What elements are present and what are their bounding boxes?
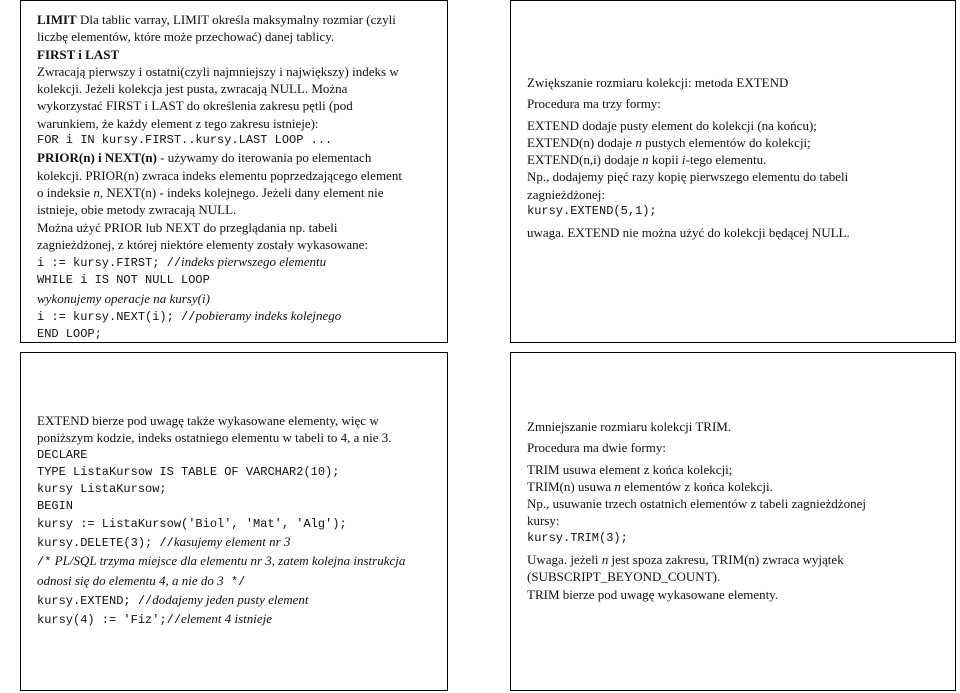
code-line — [37, 307, 437, 326]
note-line — [527, 551, 945, 568]
code-text: kursy(4) := 'Fiz';// — [37, 613, 182, 628]
code-comment: PL/SQL trzyma miejsce dla elementu nr 3, zatem kolejna instrukcja — [51, 553, 406, 569]
priornext-text-line: istnieje, obie metody zwracają NULL. — [37, 202, 237, 218]
italic-i: i — [681, 152, 686, 168]
priornext-title-rest: - używamy do iterowania po elementach — [156, 150, 372, 166]
text-line: poniższym kodzie, indeks ostatniego elementu w tabeli to 4, a nie 3. — [37, 430, 392, 446]
slide-title — [527, 418, 945, 435]
code-line: BEGIN — [37, 499, 74, 514]
text-line: Np., usuwanie trzech ostatnich elementów z tabeli zagnieżdżonej — [527, 496, 866, 512]
code-text: kursy.DELETE(3); // — [37, 536, 174, 551]
code-comment: odnosi się do elementu 4, a nie do 3 — [37, 572, 224, 588]
limit-title: LIMIT — [37, 12, 77, 27]
firstlast-text-line: warunkiem, że każdy element z tego zakresu istnieje): — [37, 115, 319, 131]
text-line: EXTEND dodaje pusty element do kolekcji (na końcu); — [527, 117, 817, 133]
italic-n: n — [635, 134, 642, 150]
note-line: uwaga. EXTEND nie można użyć do kolekcji będącej NULL. — [527, 225, 850, 241]
slide-content — [527, 418, 945, 603]
code-line — [37, 533, 437, 552]
text-span: kopii — [648, 152, 682, 168]
text-line — [527, 478, 945, 495]
slide-content — [37, 11, 437, 344]
code-line: kursy.EXTEND(5,1); — [527, 204, 657, 219]
text-line: Procedura ma dwie formy: — [527, 440, 666, 456]
slide-title — [527, 74, 945, 91]
slide-extend — [510, 0, 956, 343]
limit-text-line: liczbę elementów, które może przechować) danej tablicy. — [37, 29, 335, 45]
limit-paragraph — [37, 11, 437, 28]
title-text: Zmniejszanie rozmiaru kolekcji — [527, 419, 696, 434]
text-line — [527, 134, 945, 151]
firstlast-text-line: wykorzystać FIRST i LAST do określenia zakresu pętli (pod — [37, 98, 353, 114]
note-line: TRIM bierze pod uwagę wykasowane elementy. — [527, 586, 779, 602]
code-text: /* — [37, 555, 52, 570]
slide-trim — [510, 352, 956, 691]
firstlast-text-line: kolekcji. Jeżeli kolekcja jest pusta, zwracają NULL. Można — [37, 81, 348, 97]
priornext-text-line: kolekcji. PRIOR(n) zwraca indeks elementu poprzedzającego element — [37, 167, 402, 183]
priornext-text-line — [37, 184, 437, 201]
text-span: EXTEND(n,i) dodaje — [527, 152, 643, 168]
text-span: -tego elementu. — [685, 152, 767, 168]
code-text: i := kursy.NEXT(i); // — [37, 310, 196, 325]
priornext-text-line: Można użyć PRIOR lub NEXT do przeglądania np. tabeli — [37, 219, 338, 235]
text-span: EXTEND(n) dodaje — [527, 134, 636, 150]
code-comment: dodajemy jeden pusty element — [152, 591, 309, 607]
priornext-text-line: zagnieżdżonej, z której niektóre elementy zostały wykasowane: — [37, 236, 369, 252]
text-span: jest spoza zakresu, TRIM(n) zwraca wyjątek — [608, 552, 844, 568]
limit-text: Dla tablic varray, LIMIT określa maksymalny rozmiar (czyli — [76, 12, 396, 27]
code-comment: pobieramy indeks kolejnego — [195, 308, 342, 324]
text-line: EXTEND bierze pod uwagę także wykasowane elementy, więc w — [37, 413, 379, 428]
code-text: kursy.EXTEND; // — [37, 593, 153, 608]
text-line: TRIM usuwa element z końca kolekcji; — [527, 461, 733, 477]
code-line — [37, 572, 437, 591]
priornext-title: PRIOR(n) i NEXT(n) — [37, 150, 157, 166]
text-line: Procedura ma trzy formy: — [527, 96, 661, 112]
code-comment: indeks pierwszego elementu — [181, 254, 327, 270]
slide-content — [527, 74, 945, 242]
code-line — [37, 610, 437, 629]
text-line: kursy: — [527, 513, 560, 529]
code-line — [37, 552, 437, 571]
slide-extend-deleted — [20, 352, 448, 691]
text-span: elementów z końca kolekcji. — [620, 478, 773, 494]
code-comment-line: wykonujemy operacje na kursy(i) — [37, 290, 210, 306]
code-line: kursy.TRIM(3); — [527, 530, 628, 545]
title-text: . — [727, 419, 732, 434]
firstlast-code: FOR i IN kursy.FIRST..kursy.LAST LOOP ... — [37, 133, 333, 148]
slide-limit-first-last-prior-next — [20, 0, 448, 343]
code-line: WHILE i IS NOT NULL LOOP — [37, 273, 210, 288]
code-line: END LOOP; — [37, 327, 102, 342]
text-line: Np., dodajemy pięć razy kopię pierwszego elementu do tabeli — [527, 169, 849, 185]
code-comment: kasujemy element nr 3 — [173, 534, 291, 550]
code-line: DECLARE — [37, 447, 88, 462]
firstlast-text-line: Zwracają pierwszy i ostatni(czyli najmniejszy i największy) indeks w — [37, 63, 399, 79]
italic-n: n — [614, 478, 621, 494]
code-line — [37, 591, 437, 610]
code-comment: element 4 istnieje — [181, 611, 272, 627]
firstlast-title: FIRST i LAST — [37, 46, 120, 62]
text-span: pustych elementów do kolekcji; — [641, 134, 811, 150]
italic-n: n — [601, 552, 609, 568]
code-text: i := kursy.FIRST; // — [37, 256, 182, 271]
text-line — [527, 151, 945, 168]
note-line: (SUBSCRIPT_BEYOND_COUNT). — [527, 569, 721, 585]
text-span: Uwaga. jeżeli — [527, 552, 602, 568]
priornext-paragraph — [37, 149, 437, 166]
text-span: , NEXT(n) - indeks kolejnego. Jeżeli dany element nie — [99, 184, 384, 200]
title-keyword: EXTEND — [736, 75, 789, 90]
text-span: TRIM(n) usuwa — [527, 478, 615, 494]
code-line — [37, 253, 437, 272]
code-line: kursy := ListaKursow('Biol', 'Mat', 'Alg'); — [37, 516, 347, 531]
code-line: kursy ListaKursow; — [37, 482, 167, 497]
title-text: Zwiększanie rozmiaru kolekcji: metoda — [527, 75, 737, 90]
italic-n: n — [93, 184, 100, 200]
text-span: o indeksie — [37, 184, 94, 200]
code-text: */ — [223, 574, 246, 589]
italic-n: n — [642, 152, 649, 168]
slide-content — [37, 412, 437, 630]
title-keyword: TRIM — [695, 419, 728, 434]
code-line: TYPE ListaKursow IS TABLE OF VARCHAR2(10); — [37, 464, 340, 479]
text-line: zagnieżdżonej: — [527, 186, 605, 202]
